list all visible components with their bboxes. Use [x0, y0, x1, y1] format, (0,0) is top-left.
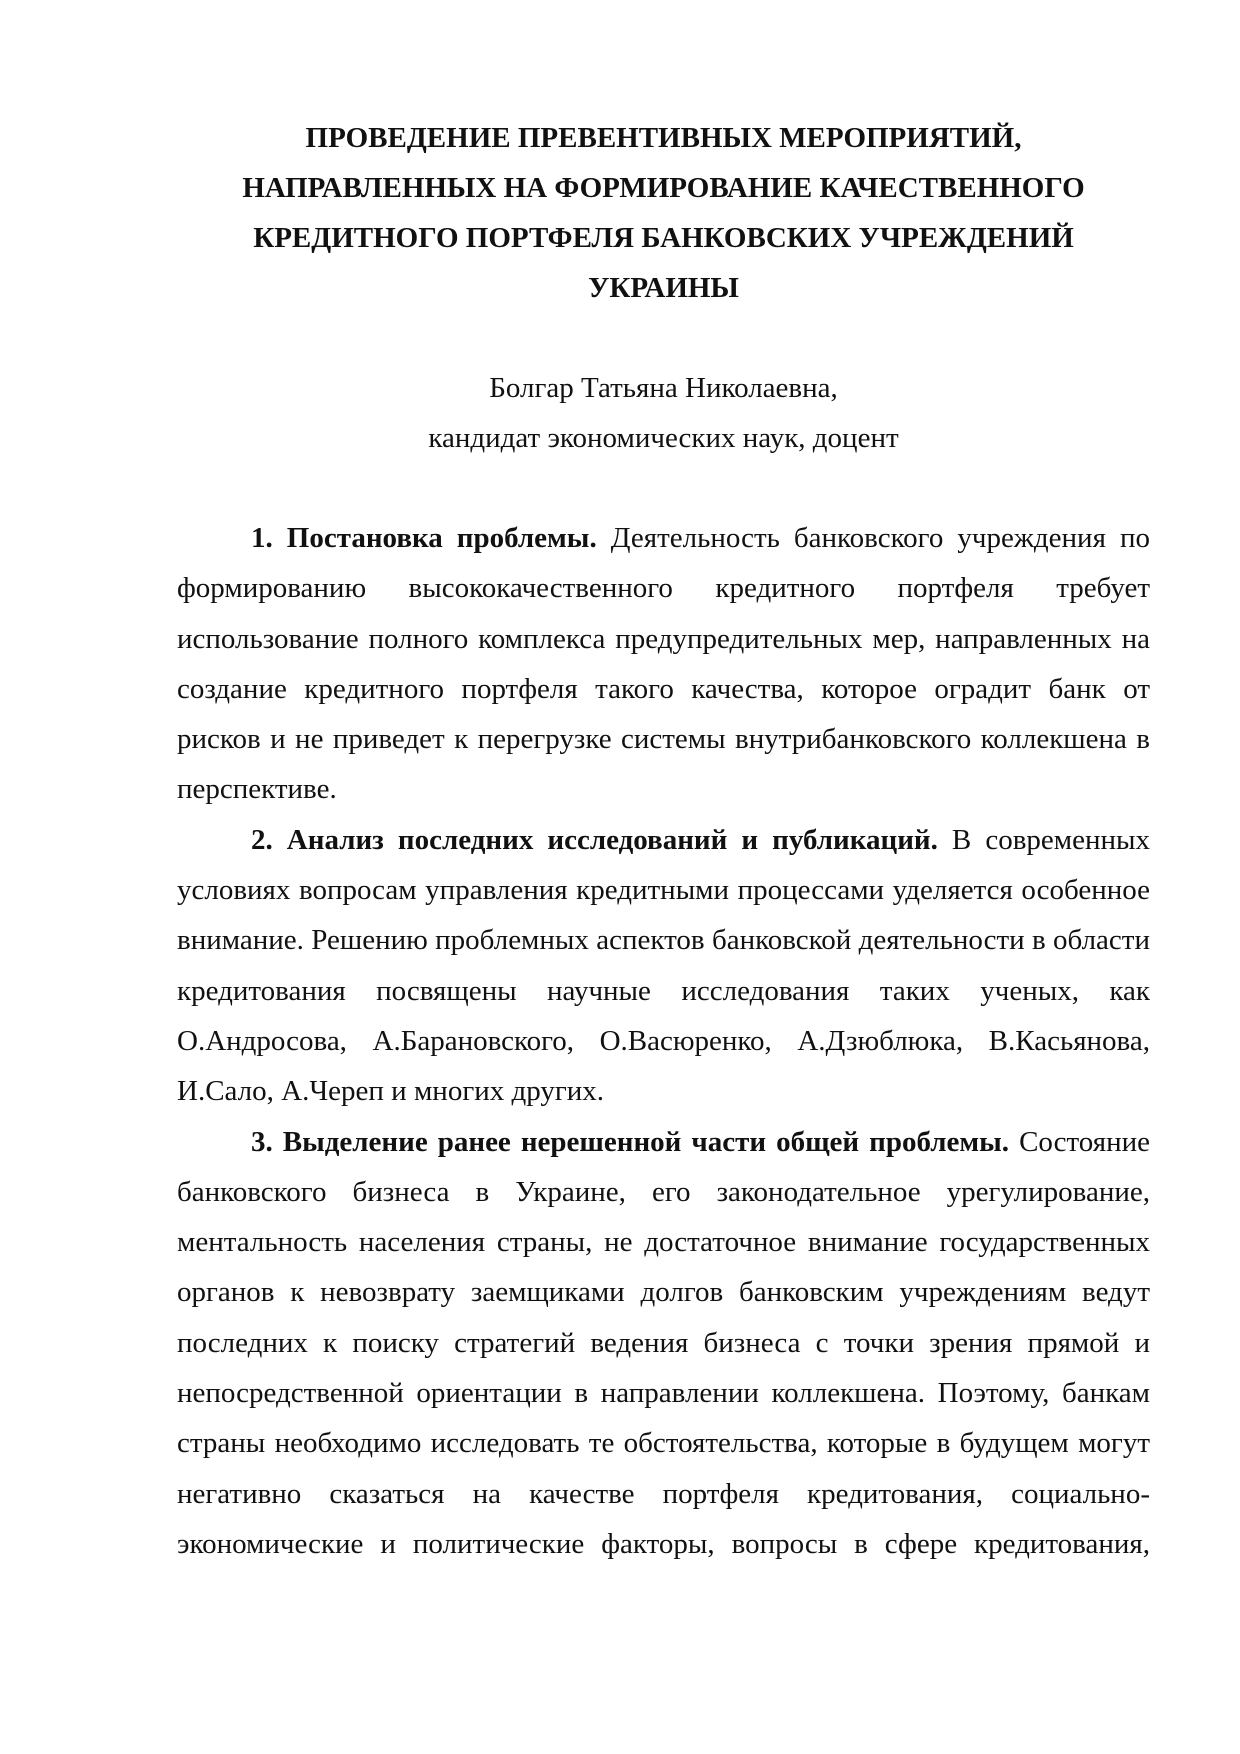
title-line: ПРОВЕДЕНИЕ ПРЕВЕНТИВНЫХ МЕРОПРИЯТИЙ, [305, 122, 1022, 154]
section-heading: 3. Выделение ранее нерешенной части общей проблемы. [251, 1125, 1010, 1158]
section-text: Деятельность банковского учреждения по формированию высококачественного кредитного портфеля требует использование полного комплекса предупредительных мер, направленных на создание кредитного портфеля такого качества, которое оградит банк от рисков и не приведет к перегрузке системы внутрибанковского коллекшена в перспективе. [177, 522, 1150, 806]
author-degree: кандидат экономических наук, доцент [428, 422, 899, 454]
section-paragraph [177, 513, 1150, 815]
title-line: КРЕДИТНОГО ПОРТФЕЛЯ БАНКОВСКИХ УЧРЕЖДЕНИЙ [253, 222, 1074, 254]
section-heading: 2. Анализ последних исследований и публикаций. [251, 823, 938, 856]
author-name: Болгар Татьяна Николаевна, [489, 372, 838, 404]
author-block [177, 363, 1150, 463]
section-paragraph [177, 815, 1150, 1117]
article-title [177, 113, 1150, 313]
section-heading: 1. Постановка проблемы. [251, 522, 597, 554]
section-text: В современных условиях вопросам управления кредитными процессами уделяется особенное внимание. Решению проблемных аспектов банковской деятельности в области кредитования посвящены научные исследования таких ученых, как О.Андросова, А.Барановского, О.Васюренко, А.Дзюблюка, В.Касьянова, И.Сало, А.Череп и многих других. [177, 823, 1151, 1108]
section-paragraph [177, 1117, 1150, 1570]
article-body [177, 513, 1150, 1569]
title-line: УКРАИНЫ [588, 272, 739, 304]
section-text: Состояние банковского бизнеса в Украине, его законодательное урегулирование, ментальность населения страны, не достаточное внимание государственных органов к невозврату заемщиками долгов банковским учреждениям ведут последних к поиску стратегий ведения бизнеса с точки зрения прямой и непосредственной ориентации в направлении коллекшена. Поэтому, банкам страны необходимо исследовать те обстоятельства, которые в будущем могут негативно сказаться на качестве портфеля кредитования, социально-экономические и политические факторы, вопросы в сфере кредитования, [177, 1125, 1150, 1560]
title-line: НАПРАВЛЕННЫХ НА ФОРМИРОВАНИЕ КАЧЕСТВЕННОГО [242, 172, 1085, 204]
